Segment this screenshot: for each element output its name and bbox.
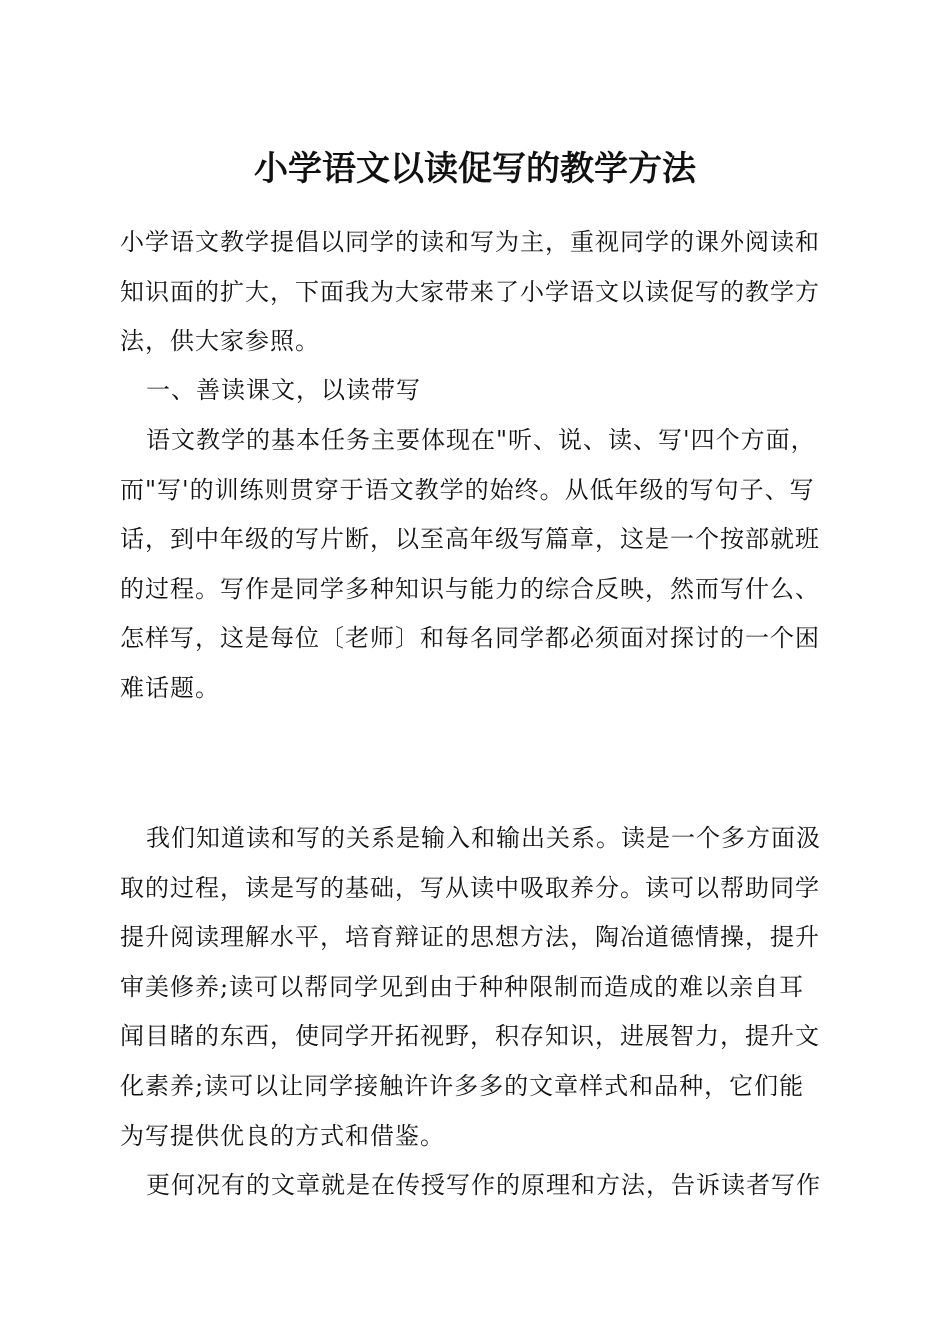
body-paragraph-1 xyxy=(120,416,832,714)
text-line: 怎样写，这是每位〔老师〕和每名同学都必须面对探讨的一个困 xyxy=(120,624,820,653)
text-line: 提升阅读理解水平，培育辩证的思想方法，陶冶道德情操，提升 xyxy=(120,923,820,952)
text-line: 我们知道读和写的关系是输入和输出关系。读是一个多方面汲 xyxy=(146,824,821,852)
text-line: 为写提供优良的方式和借鉴。 xyxy=(120,1121,445,1150)
text-line: 语文教学的基本任务主要体现在"听、说、读、写'四个方面， xyxy=(146,426,816,454)
text-line: 的过程。写作是同学多种知识与能力的综合反映，然而写什么、 xyxy=(120,574,820,603)
text-line: 闻目睹的东西，使同学开拓视野，积存知识，进展智力，提升文 xyxy=(120,1022,820,1051)
text-line: 取的过程，读是写的基础，写从读中吸取养分。读可以帮助同学 xyxy=(120,873,820,902)
text-line: 审美修养;读可以帮同学见到由于种种限制而造成的难以亲自耳 xyxy=(120,972,805,1001)
section-heading: 一、善读课文，以读带写 xyxy=(146,376,421,404)
text-line: 话，到中年级的写片断，以至高年级写篇章，这是一个按部就班 xyxy=(120,525,820,554)
text-line: 法，供大家参照。 xyxy=(120,327,320,356)
intro-paragraph xyxy=(120,218,832,367)
body-paragraph-3 xyxy=(120,1161,832,1211)
text-line: 化素养;读可以让同学接触许许多多的文章样式和品种，它们能 xyxy=(120,1071,805,1100)
body-paragraph-2 xyxy=(120,814,832,1161)
text-line: 难话题。 xyxy=(120,673,220,702)
document-title: 小学语文以读促写的教学方法 xyxy=(254,149,696,189)
text-line: 小学语文教学提倡以同学的读和写为主，重视同学的课外阅读和 xyxy=(120,228,820,256)
text-line: 更何况有的文章就是在传授写作的原理和方法，告诉读者写作 xyxy=(146,1171,821,1199)
text-line: 知识面的扩大，下面我为大家带来了小学语文以读促写的教学方 xyxy=(120,277,820,306)
text-line: 而"写'的训练则贯穿于语文教学的始终。从低年级的写句子、写 xyxy=(120,475,815,504)
